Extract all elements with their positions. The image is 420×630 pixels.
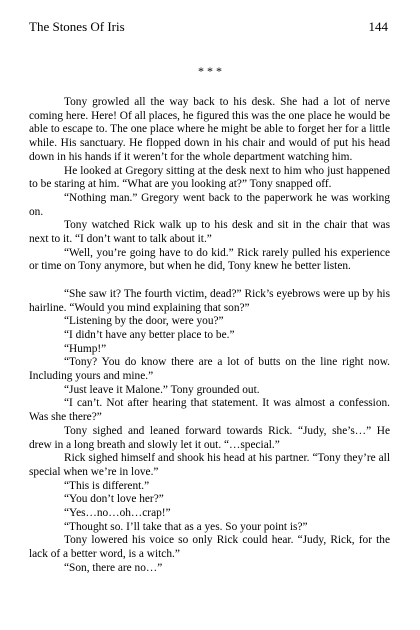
paragraph: “Tony? You do know there are a lot of butts on the line right now. Including yours and mine.” <box>29 356 390 383</box>
paragraph: “I didn’t have any better place to be.” <box>64 328 235 341</box>
body-text <box>29 96 390 576</box>
paragraph: “Thought so. I’ll take that as a yes. So your point is?” <box>64 520 308 533</box>
paragraph: “Nothing man.” Gregory went back to the paperwork he was working on. <box>29 191 390 218</box>
paragraph: Rick sighed himself and shook his head at his partner. “Tony they’re all special when we’re in love.” <box>29 452 390 478</box>
paragraph: “Son, there are no…” <box>64 561 163 574</box>
paragraph: “Hump!” <box>64 342 107 355</box>
paragraph: “Just leave it Malone.” Tony grounded out. <box>64 383 260 396</box>
paragraph: “She saw it? The fourth victim, dead?” Rick’s eyebrows were up by his hairline. “Would you mind explaining that son?” <box>29 287 390 314</box>
paragraph: “I can’t. Not after hearing that statement. It was almost a confession. Was she there?” <box>29 397 390 424</box>
paragraph: Tony growled all the way back to his desk. She had a lot of nerve coming here. Here! Of all places, he figured this was the one place he would be able to escape to. The one place where he might be able to forget her for a little while. His sanctuary. He flopped down in his chair and would of put his head down in his hands if it weren’t for the whole department watching him. <box>29 96 390 163</box>
paragraph: “Yes…no…oh…crap!” <box>64 507 171 520</box>
paragraph: Tony lowered his voice so only Rick could hear. “Judy, Rick, for the lack of a better word, is a witch.” <box>29 534 390 561</box>
page-number: 144 <box>368 19 388 34</box>
paragraph: “This is different.” <box>64 479 150 492</box>
paragraph: Tony watched Rick walk up to his desk and sit in the chair that was next to it. “I don’t want to talk about it.” <box>29 219 390 246</box>
scene-break: * * * <box>198 64 222 78</box>
paragraph: “You don’t love her?” <box>64 493 164 506</box>
paragraph: “Listening by the door, were you?” <box>64 315 224 328</box>
book-title: The Stones Of Iris <box>29 19 125 34</box>
paragraph: Tony sighed and leaned forward towards Rick. “Judy, she’s…” He drew in a long breath and slowly let it out. “…special.” <box>29 424 390 451</box>
paragraph: He looked at Gregory sitting at the desk next to him who just happened to be staring at him. “What are you looking at?” Tony snapped off. <box>29 164 390 191</box>
paragraph: “Well, you’re going have to do kid.” Rick rarely pulled his experience or time on Tony anymore, but when he did, Tony knew he better listen. <box>29 246 390 273</box>
running-header <box>29 19 388 35</box>
